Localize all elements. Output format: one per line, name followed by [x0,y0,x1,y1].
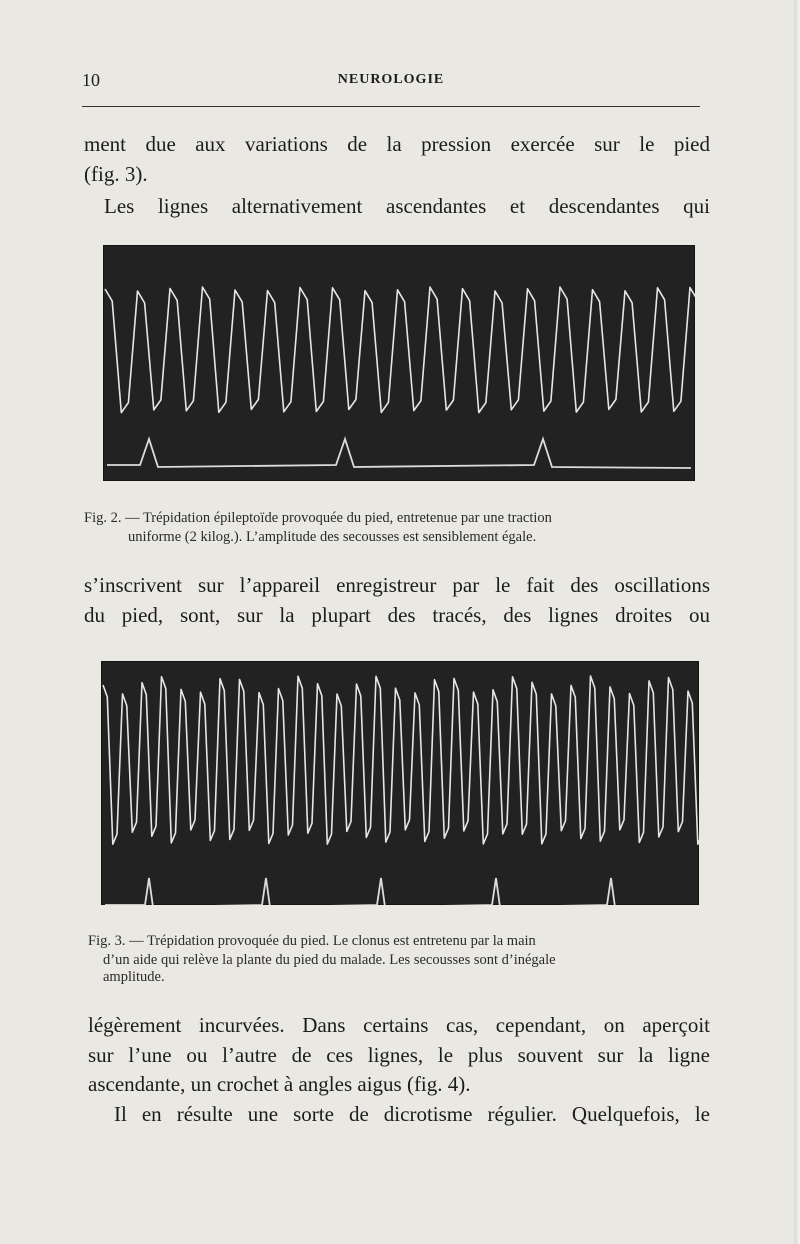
text-line: ment due aux variations de la pression exercée sur le pied [84,132,710,156]
text-line: légèrement incurvées. Dans certains cas, cependant, on aperçoit [88,1013,710,1037]
tremor-trace [105,287,695,413]
figure-3-caption-line: d’un aide qui relève la plante du pied du malade. Les secousses sont d’inégale [103,952,556,968]
page-edge [794,0,800,1244]
header-rule [82,106,700,107]
time-marker-trace [107,439,691,468]
text-line: ascendante, un crochet à angles aigus (fig. 4). [88,1072,471,1096]
figure-2-caption-line: Fig. 2. — Trépidation épileptoïde provoquée du pied, entretenue par une traction [84,510,552,526]
running-title: NEUROLOGIE [337,72,445,87]
text-line: s’inscrivent sur l’appareil enregistreur par le fait des oscillations [84,573,710,597]
text-line: (fig. 3). [84,162,148,186]
page-number: 10 [82,70,100,90]
tremor-trace [103,676,699,844]
figure-2-tracing [103,245,695,481]
figure-2-caption-line: uniforme (2 kilog.). L’amplitude des secousses est sensiblement égale. [128,529,537,545]
text-line: du pied, sont, sur la plupart des tracés, des lignes droites ou [84,603,710,627]
text-line: Il en résulte une sorte de dicrotisme régulier. Quelquefois, le [114,1102,710,1126]
running-head [82,70,700,94]
text-line: Les lignes alternativement ascendantes et descendantes qui [104,194,710,218]
figure-3-tracing [101,661,699,905]
figure-2-plot [103,245,695,481]
figure-3-plot [101,661,699,905]
figure-3-caption-line: Fig. 3. — Trépidation provoquée du pied. Le clonus est entretenu par la main [88,933,536,949]
text-line: sur l’une ou l’autre de ces lignes, le plus souvent sur la ligne [88,1043,710,1067]
figure-3-caption-line: amplitude. [103,969,165,985]
time-marker-trace [105,878,695,905]
